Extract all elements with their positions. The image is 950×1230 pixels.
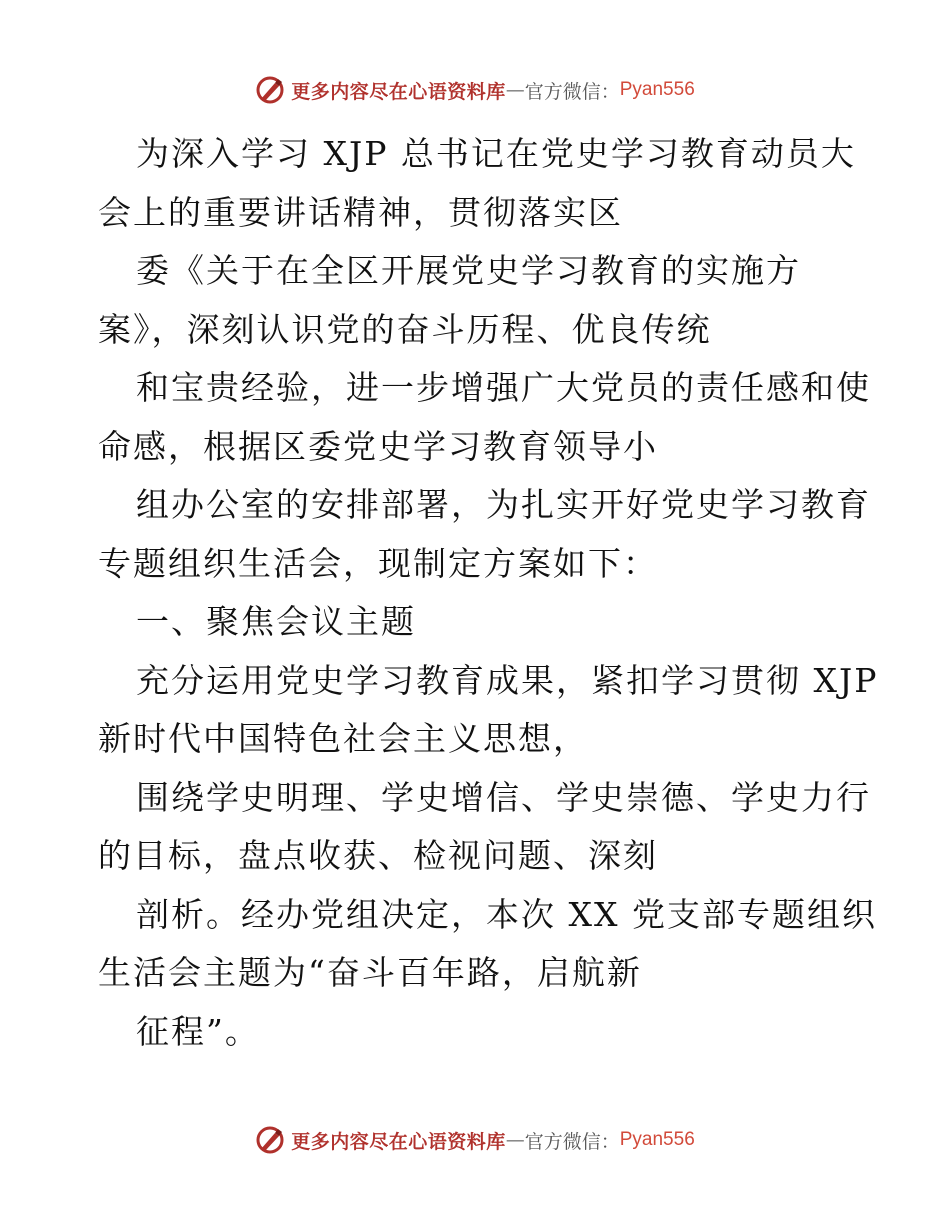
body-line: 充分运用党史学习教育成果，紧扣学习贯彻 XJP [136, 660, 879, 700]
body-line: 委《关于在全区开展党史学习教育的实施方 [136, 251, 801, 290]
header-wechat-label: 官方微信： [524, 80, 620, 103]
body-line: 征程”。 [136, 1011, 260, 1051]
body-line: 案》，深刻认识党的奋斗历程、优良传统 [98, 309, 712, 349]
body-line: 命感，根据区委党史学习教育领导小 [98, 426, 658, 466]
footer-banner [0, 1120, 950, 1160]
body-line: 围绕学史明理、学史增信、学史崇德、学史力行 [136, 777, 871, 817]
body-line: 剖析。经办党组决定，本次 XX 党支部专题组织 [136, 894, 877, 934]
body-line: 组办公室的安排部署，为扎实开好党史学习教育 [136, 485, 871, 524]
pen-logo-icon [255, 75, 285, 105]
document-body [98, 125, 879, 1061]
body-line: 的目标，盘点收获、检视问题、深刻 [98, 836, 658, 875]
section-heading: 一、聚焦会议主题 [136, 602, 416, 641]
header-brand-text: 更多内容尽在心语资料库 [291, 80, 506, 103]
pen-logo-icon [255, 1125, 285, 1155]
footer-wechat-id: Pyan556 [619, 1129, 695, 1150]
body-line: 新时代中国特色社会主义思想， [98, 719, 588, 758]
footer-brand-text: 更多内容尽在心语资料库 [291, 1130, 506, 1153]
header-banner [0, 70, 950, 110]
body-line: 为深入学习 XJP 总书记在党史学习教育动员大 [136, 134, 856, 173]
footer-dash: — [505, 1129, 525, 1151]
body-line: 会上的重要讲话精神，贯彻落实区 [98, 192, 623, 232]
header-wechat-id: Pyan556 [619, 79, 695, 100]
footer-wechat-label: 官方微信： [524, 1130, 620, 1153]
body-line: 专题组织生活会，现制定方案如下： [98, 543, 658, 583]
body-line: 和宝贵经验，进一步增强广大党员的责任感和使 [136, 368, 871, 407]
body-line: 生活会主题为“奋斗百年路，启航新 [98, 953, 642, 992]
header-dash: — [505, 79, 525, 101]
